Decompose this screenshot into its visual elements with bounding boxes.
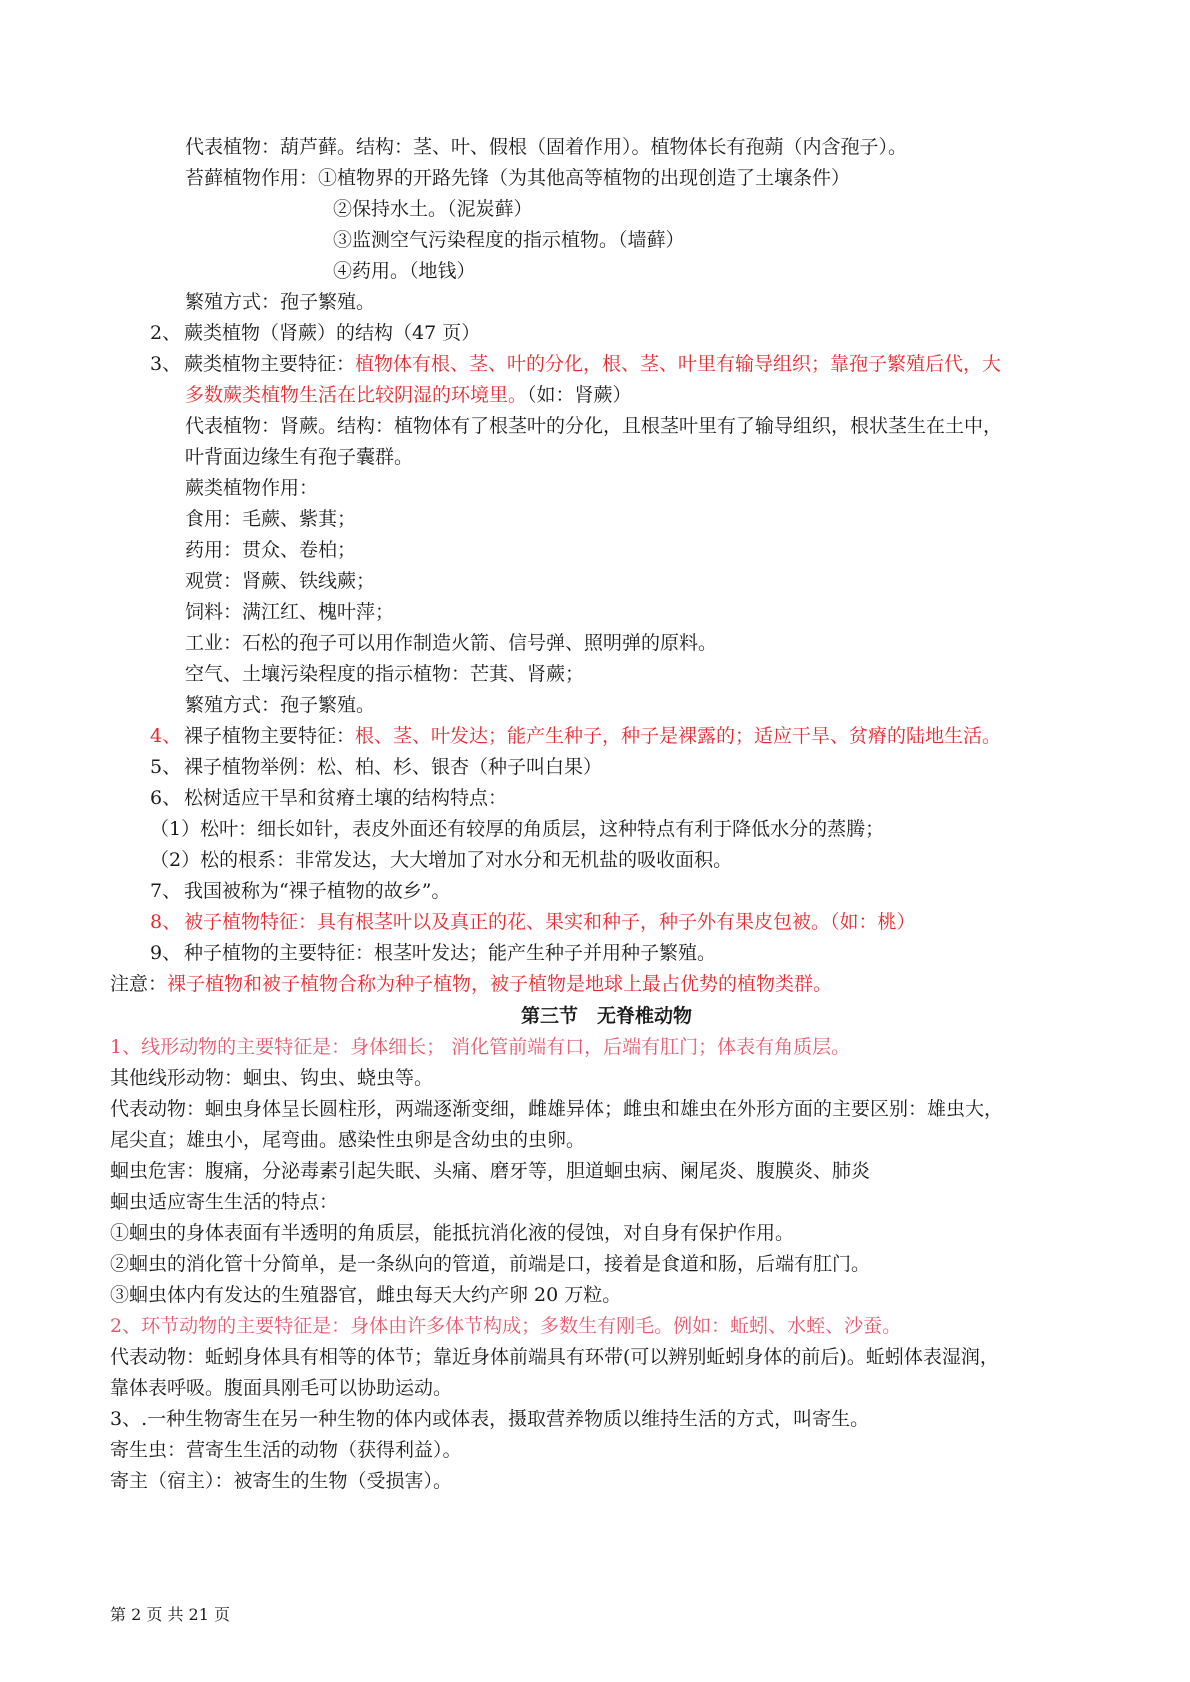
text-line [110,1404,869,1435]
item-number: 2、 [110,1315,142,1337]
text: 代表植物：肾蕨。结构：植物体有了根茎叶的分化，且根茎叶里有了输导组织，根状茎生在土中， [185,415,1003,437]
text-line [185,535,356,566]
item-number: 7、 [150,880,182,902]
page-footer: 第 2 页 共 21 页 [110,1605,230,1624]
text: 观赏：肾蕨、铁线蕨； [185,570,376,592]
item-number: 1、 [110,1036,142,1058]
text: 工业：石松的孢子可以用作制造火箭、信号弹、照明弹的原料。 [185,632,718,654]
text: 3、.一种生物寄生在另一种生物的体内或体表，摄取营养物质以维持生活的方式，叫寄生。 [110,1408,870,1430]
text: 尾尖直；雄虫小，尾弯曲。感染性虫卵是含幼虫的虫卵。 [110,1129,586,1151]
section-title [521,1001,692,1032]
text: （2）松的根系：非常发达，大大增加了对水分和无机盐的吸收面积。 [150,849,733,871]
text-line [185,504,356,535]
text-line [185,411,1002,442]
list-item [150,318,480,349]
text: 食用：毛蕨、紫萁； [185,508,357,530]
text-line [185,163,850,194]
text: 叶背面边缘生有孢子囊群。 [185,446,414,468]
text: 松树适应干旱和贫瘠土壤的结构特点： [184,787,508,809]
text-line [110,1063,433,1094]
text-line [185,690,375,721]
text-line [185,287,375,318]
text: （1）松叶：细长如针，表皮外面还有较厚的角质层，这种特点有利于降低水分的蒸腾； [150,818,885,840]
text: 寄主（宿主）：被寄生的生物（受损害）。 [110,1470,453,1492]
text-line [185,659,584,690]
item-number: 3、 [150,353,182,375]
list-item [150,783,507,814]
text-line [110,1342,999,1373]
list-item [150,938,716,969]
text: ②蛔虫的消化管十分简单，是一条纵向的管道，前端是口，接着是食道和肠，后端有肛门。 [110,1253,871,1275]
list-item [150,907,916,938]
text-line [110,1125,585,1156]
text-line [150,845,732,876]
text: 裸子植物举例：松、柏、杉、银杏（种子叫白果） [184,756,603,778]
text: 蛔虫适应寄生生活的特点： [110,1191,339,1213]
text-line [150,814,884,845]
text: 代表动物：蛔虫身体呈长圆柱形，两端逐渐变细，雌雄异体；雌虫和雄虫在外形方面的主要区别：雄虫大， [110,1098,1004,1120]
note-line [110,969,832,1000]
text: 蕨类植物（肾蕨）的结构（47 页） [184,322,481,344]
text-line [185,442,413,473]
text: 代表动物：蚯蚓身体具有相等的体节；靠近身体前端具有环带(可以辨别蚯蚓身体的前后)。蚯蚓体表湿润， [110,1346,999,1368]
list-item [150,349,1001,380]
highlight-text: 植物体有根、茎、叶的分化，根、茎、叶里有输导组织；靠孢子繁殖后代，大 [355,353,1002,375]
text: 繁殖方式：孢子繁殖。 [185,291,376,313]
text-line [110,1249,870,1280]
text: ③监测空气污染程度的指示植物。（墙藓） [333,229,685,251]
text-line [185,597,394,628]
text: 代表植物：葫芦藓。结构：茎、叶、假根（固着作用）。植物体长有孢蒴（内含孢子）。 [185,136,908,158]
text-line [110,1187,338,1218]
list-item [150,721,1001,752]
text: 蕨类植物作用： [185,477,319,499]
text: 我国被称为“裸子植物的故乡”。 [184,880,451,902]
text: ④药用。（地钱） [333,260,476,282]
text-line [185,132,907,163]
text-line [333,225,685,256]
item-number: 6、 [150,787,182,809]
text: 空气、土壤污染程度的指示植物：芒萁、肾蕨； [185,663,585,685]
text: ①蛔虫的身体表面有半透明的角质层，能抵抗消化液的侵蚀，对自身有保护作用。 [110,1222,795,1244]
text: 寄生虫：营寄生生活的动物（获得利益）。 [110,1439,462,1461]
text-line [110,1466,452,1497]
text: 靠体表呼吸。腹面具刚毛可以协助运动。 [110,1377,453,1399]
text-line [185,473,318,504]
item-number: 8、 [150,911,182,933]
text-line [185,380,632,411]
text: 其他线形动物：蛔虫、钩虫、蛲虫等。 [110,1067,434,1089]
list-item [150,876,450,907]
highlight-text: 环节动物的主要特征是：身体由许多体节构成；多数生有刚毛。例如：蚯蚓、水蛭、沙蚕。 [141,1315,902,1337]
text-line [185,628,717,659]
text: 蛔虫危害：腹痛，分泌毒素引起失眠、头痛、磨牙等，胆道蛔虫病、阑尾炎、腹膜炎、肺炎 [110,1160,871,1182]
text-line [110,1373,452,1404]
text: 苔藓植物作用：①植物界的开路先锋（为其他高等植物的出现创造了土壤条件） [185,167,851,189]
list-item [150,752,602,783]
text: 裸子植物主要特征： [184,725,356,747]
text: ③蛔虫体内有发达的生殖器官，雌虫每天大约产卵 20 万粒。 [110,1284,622,1306]
text: 种子植物的主要特征：根茎叶发达；能产生种子并用种子繁殖。 [184,942,717,964]
text-line [110,1156,870,1187]
highlight-text: 线形动物的主要特征是：身体细长； 消化管前端有口，后端有肛门；体表有角质层。 [141,1036,851,1058]
text: 第三节 无脊椎动物 [521,1005,693,1027]
highlight-text: 根、茎、叶发达；能产生种子，种子是裸露的；适应干旱、贫瘠的陆地生活。 [355,725,1002,747]
item-number: 9、 [150,942,182,964]
text: （如：肾蕨） [527,384,632,406]
item-number: 5、 [150,756,182,778]
text-line [110,1218,794,1249]
text: 蕨类植物主要特征： [184,353,356,375]
item-number: 4、 [150,725,182,747]
text-line [185,566,375,597]
text-line [110,1094,1003,1125]
text-line [333,194,533,225]
text: 饲料：满江红、槐叶萍； [185,601,395,623]
text: 繁殖方式：孢子繁殖。 [185,694,376,716]
text: 药用：贯众、卷柏； [185,539,357,561]
list-item [110,1032,850,1063]
text-line [110,1280,621,1311]
text-line [333,256,476,287]
text: ②保持水土。（泥炭藓） [333,198,533,220]
item-number: 2、 [150,322,182,344]
highlight-text: 多数蕨类植物生活在比较阴湿的环境里。 [185,384,528,406]
highlight-text: 被子植物特征：具有根茎叶以及真正的花、果实和种子，种子外有果皮包被。（如：桃） [184,911,916,933]
note-label: 注意： [110,973,168,995]
highlight-text: 裸子植物和被子植物合称为种子植物，被子植物是地球上最占优势的植物类群。 [167,973,833,995]
text-line [110,1435,462,1466]
list-item [110,1311,901,1342]
